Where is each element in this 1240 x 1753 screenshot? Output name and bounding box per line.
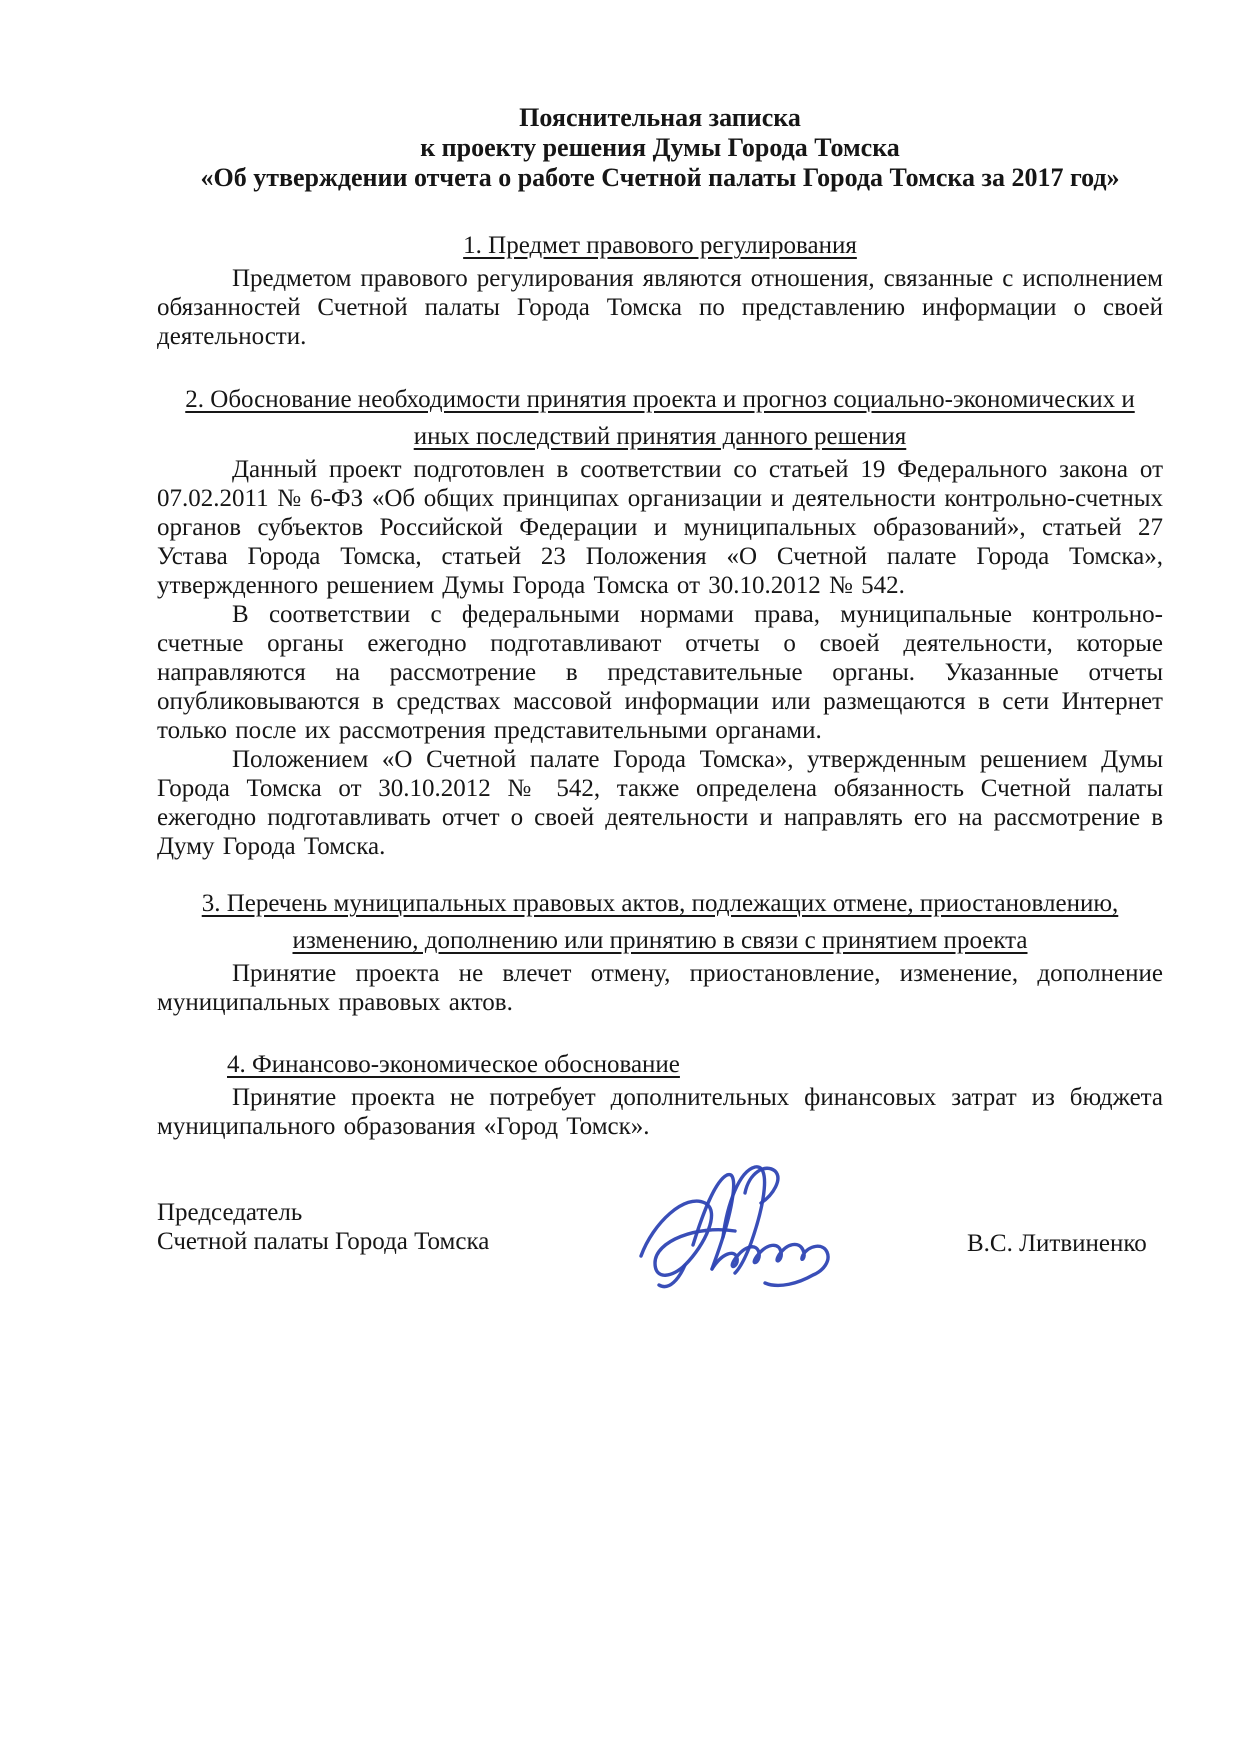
title-line-1: Пояснительная записка — [519, 103, 801, 132]
section-1-heading — [157, 227, 1163, 264]
section-2-paragraph-3: Положением «О Счетной палате Города Томска», утвержденным решением Думы Города Томска от 30.10.2012 № 542, также определена обязанность Счетной палаты ежегодно подготавливать отчет о своей деятельности и направлять его на рассмотрение в Думу Города Томска. — [157, 746, 1163, 860]
title-line-2: к проекту решения Думы Города Томска — [420, 133, 900, 162]
document-title — [157, 103, 1163, 193]
section-3-heading-text-2: изменению, дополнению или принятию в связи с принятием проекта — [292, 927, 1028, 954]
signature-block — [157, 1198, 1163, 1348]
section-2-paragraph-2: В соответствии с федеральными нормами права, муниципальные контрольно-счетные органы ежегодно подготавливают отчеты о своей деятельности, которые направляются на рассмотрение в представительные органы. Указанные отчеты опубликовываются в средствах массовой информации или размещаются в сети Интернет только после их рассмотрения представительными органами. — [157, 601, 1163, 744]
signer-position-line-1: Председатель — [157, 1199, 303, 1226]
section-2-heading-line-2 — [157, 418, 1163, 455]
section-2-heading-text-2: иных последствий принятия данного решения — [413, 423, 907, 450]
section-3-heading-text-1: 3. Перечень муниципальных правовых актов, подлежащих отмене, приостановлению, — [201, 890, 1119, 917]
section-4-heading-line — [227, 1046, 1163, 1083]
section-2-heading-text-1: 2. Обоснование необходимости принятия проекта и прогноз социально-экономических и — [185, 386, 1135, 413]
section-3-heading-line-2 — [157, 922, 1163, 959]
handwritten-signature-icon — [627, 1153, 862, 1293]
section-2-heading-line-1 — [157, 381, 1163, 418]
signer-position-line-2: Счетной палаты Города Томска — [157, 1228, 490, 1255]
section-4-heading — [157, 1046, 1163, 1083]
section-1-heading-text: 1. Предмет правового регулирования — [463, 232, 857, 259]
section-4-paragraph: Принятие проекта не потребует дополнительных финансовых затрат из бюджета муниципального образования «Город Томск». — [157, 1084, 1163, 1140]
section-3-heading — [157, 885, 1163, 959]
section-1-paragraph: Предметом правового регулирования являются отношения, связанные с исполнением обязанностей Счетной палаты Города Томска по представлению информации о своей деятельности. — [157, 265, 1163, 350]
section-3-heading-line-1 — [157, 885, 1163, 922]
section-1-heading-line — [157, 227, 1163, 264]
signer-name: В.С. Литвиненко — [967, 1230, 1147, 1257]
section-2-heading — [157, 381, 1163, 455]
title-line-3: «Об утверждении отчета о работе Счетной палаты Города Томска за 2017 год» — [200, 163, 1120, 192]
section-2-paragraph-1: Данный проект подготовлен в соответствии со статьей 19 Федерального закона от 07.02.2011 № 6-ФЗ «Об общих принципах организации и деятельности контрольно-счетных органов субъектов Российской Федерации и муниципальных образований», статьей 27 Устава Города Томска, статьей 23 Положения «О Счетной палате Города Томска», утвержденного решением Думы Города Томска от 30.10.2012 № 542. — [157, 456, 1163, 599]
section-4-heading-text: 4. Финансово-экономическое обоснование — [227, 1051, 680, 1078]
section-3-paragraph: Принятие проекта не влечет отмену, приостановление, изменение, дополнение муниципальных правовых актов. — [157, 960, 1163, 1016]
